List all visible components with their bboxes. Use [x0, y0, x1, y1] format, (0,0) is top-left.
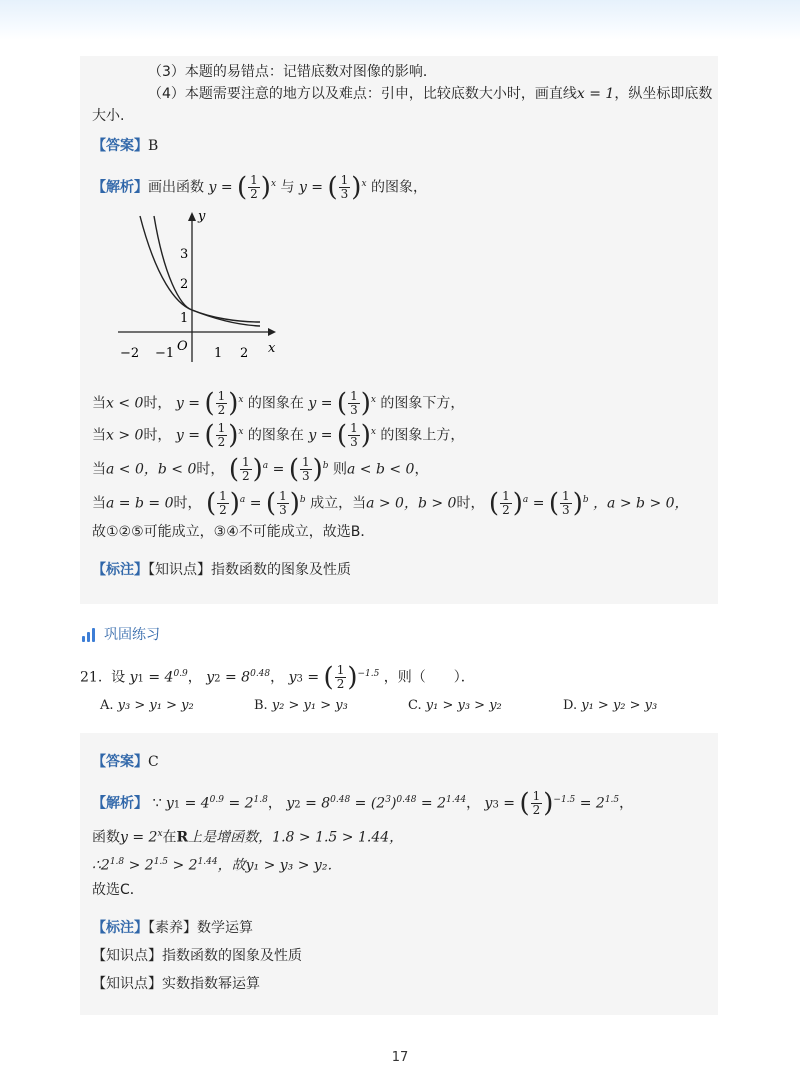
x-tick: 2: [240, 346, 249, 361]
exponential-graph: [112, 206, 282, 366]
section-heading: 巩固练习: [82, 624, 160, 644]
analysis-q21-line-2: 函数$y = 2^x$在R上是增函数，1.8 > 1.5 > 1.44，: [92, 829, 404, 846]
analysis-intro-q20: 【解析】画出函数 y = ( $\frac{1}{2}$ )$^x$ 与 y = ( $\frac{1}{3}$ )$^x$ 的图象，: [92, 172, 427, 203]
option-d: D. y₁ > y₂ > y₃: [563, 698, 658, 713]
question-21: 21. 设 $y1 = 4^{0.9}$， $y2 = 8^{0.48}$， y3 = ( $\frac{1}{2}$ )$^{-1.5}$ ，则（ ）．: [80, 662, 475, 693]
label-q21-3: 【知识点】实数指数幂运算: [92, 976, 260, 992]
x-axis-label: x: [268, 341, 276, 356]
option-a: A. y₃ > y₁ > y₂: [100, 698, 194, 713]
origin-label: O: [177, 339, 188, 354]
y-tick: 2: [180, 277, 189, 292]
y-tick: 1: [180, 311, 189, 326]
chart-bars-icon: [82, 628, 98, 642]
analysis-q21-line-1: 【解析】 ∵ $y1 = 4^{0.9} = 2^{1.8}$， $y2 = 8^{0.48} = (2^3)^{0.48} = 2^{1.44}$， y3 = ( $\frac{1}{2}$ )$^{-1.5} = 2^{1.5}$，: [92, 788, 634, 819]
label-q20: 【标注】【知识点】指数函数的图象及性质: [92, 562, 351, 578]
analysis-line-3: 当a < 0，b < 0时， ( $\frac{1}{2}$ )$^a$ = ( $\frac{1}{3}$ )$^b$ 则a < b < 0，: [92, 454, 429, 485]
analysis-line-4: 当a = b = 0时， ( $\frac{1}{2}$ )$^a$ = ( $\frac{1}{3}$ )$^b$ 成立，当a > 0，b > 0时， ( $\frac{1}{2}$ )$^a$ = ( $\frac{1}{3}$ )$^b$ ，a > b > 0，: [92, 488, 689, 519]
answer-q21: 【答案】C: [92, 754, 159, 770]
analysis-line-1: 当x < 0时， y = ( $\frac{1}{2}$ )$^x$ 的图象在 y = ( $\frac{1}{3}$ )$^x$ 的图象下方，: [92, 388, 465, 419]
label-q21-2: 【知识点】指数函数的图象及性质: [92, 948, 302, 964]
x-tick: −2: [120, 346, 140, 361]
analysis-line-2: 当x > 0时， y = ( $\frac{1}{2}$ )$^x$ 的图象在 y = ( $\frac{1}{3}$ )$^x$ 的图象上方，: [92, 420, 465, 451]
x-tick: −1: [155, 346, 175, 361]
answer-q20: 【答案】B: [92, 138, 159, 154]
note-3: （3）本题的易错点：记错底数对图像的影响．: [148, 64, 437, 80]
analysis-q21-line-3: $\therefore 2^{1.8} > 2^{1.5} > 2^{1.44}$，故y₁ > y₃ > y₂．: [92, 857, 342, 874]
option-c: C. y₁ > y₃ > y₂: [408, 698, 502, 713]
analysis-q21-line-4: 故选C．: [92, 882, 144, 898]
label-q21-1: 【标注】【素养】数学运算: [92, 920, 253, 936]
y-tick: 3: [180, 247, 189, 262]
y-axis-label: y: [198, 209, 206, 224]
analysis-line-5: 故①②⑤可能成立，③④不可能成立，故选B．: [92, 524, 375, 540]
option-b: B. y₂ > y₁ > y₃: [254, 698, 348, 713]
page-number: 17: [391, 1050, 409, 1065]
note-4: （4）本题需要注意的地方以及难点：引申，比较底数大小时，画直线x = 1，纵坐标即底数: [148, 86, 713, 102]
x-tick: 1: [214, 346, 223, 361]
note-4-cont: 大小.: [92, 108, 125, 124]
top-banner: [0, 0, 800, 40]
